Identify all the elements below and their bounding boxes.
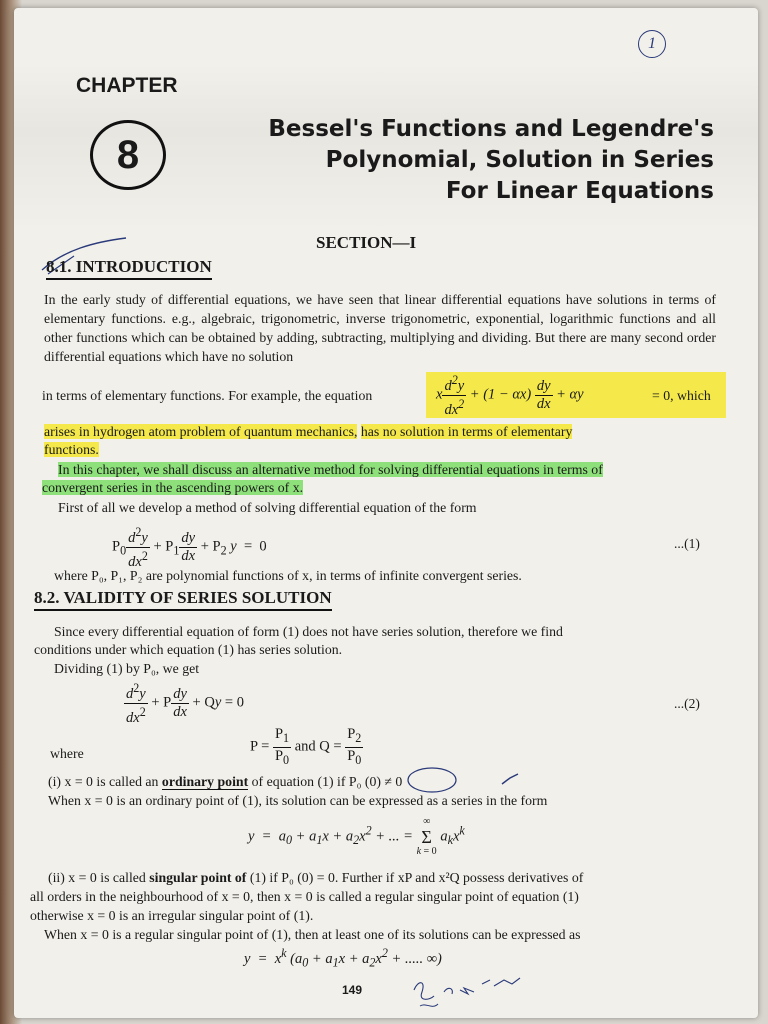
intro-equation-tail: = 0, which	[652, 388, 711, 403]
ordinary-point-series-intro: When x = 0 is an ordinary point of (1), its solution can be expressed as a series in the form	[48, 793, 548, 808]
p-and-q-definition: P = $\frac{P_1}{P_0}$ and Q = $\frac{P_2}{P_0}$	[250, 726, 362, 767]
intro-paragraph-3: First of all we develop a method of solving differential equation of the form	[58, 500, 477, 515]
intro-paragraph-1-end	[44, 440, 716, 459]
chapter-title-line-2: Polynomial, Solution in Series	[325, 147, 714, 173]
highlight-functions: functions.	[44, 442, 99, 457]
where-label: where	[50, 746, 84, 761]
bessel-like-equation: x $\frac{d^2y}{dx^2}$ + (1 − αx) $\frac{dy}{dx}$ + αy	[436, 373, 584, 418]
chapter-title	[174, 114, 714, 207]
chapter-label: CHAPTER	[76, 74, 178, 97]
highlight-hydrogen-atom: arises in hydrogen atom problem of quantum mechanics,	[44, 424, 358, 439]
green-highlight-line-2: convergent series in the ascending powers of x.	[42, 480, 304, 495]
handwritten-page-marker: 1	[638, 30, 666, 58]
equation-1-number: ...(1)	[674, 536, 700, 551]
singular-point-line-3: otherwise x = 0 is an irregular singular point of (1).	[30, 908, 314, 923]
singular-point-term: singular point of	[149, 870, 247, 885]
validity-paragraph-2: Dividing (1) by P₀, we get	[54, 661, 200, 676]
intro-paragraph-2-line-2	[42, 478, 714, 497]
singular-point-line-1: (ii) x = 0 is called singular point of (1) if P₀ (0) = 0. Further if xP and x²Q possess derivatives of	[48, 870, 584, 885]
green-highlight-line-1: In this chapter, we shall discuss an alternative method for solving differential equations in terms of	[58, 462, 603, 477]
equation-2-number: ...(2)	[674, 696, 700, 711]
section-heading: SECTION—I	[316, 233, 417, 252]
pen-margin-notes-icon	[404, 970, 544, 1014]
intro-paragraph-2-line-1	[58, 460, 716, 479]
validity-paragraph-1-line-2: conditions under which equation (1) has series solution.	[34, 642, 343, 657]
document-page	[14, 8, 758, 1018]
page-number: 149	[342, 983, 363, 997]
pen-circle-annotation-icon	[406, 766, 526, 794]
validity-heading: 8.2. VALIDITY OF SERIES SOLUTION	[34, 588, 332, 611]
chapter-number-badge: 8	[90, 120, 166, 190]
power-series-equation: $y = a_0 + a_1x + a_2x^2$ + ... = ∞ Σ k = 0 $a_kx^k$	[248, 816, 465, 857]
intro-paragraph-1: In the early study of differential equations, we have seen that linear differential equations have solutions in terms of elementary functions. e.g., algebraic, trigonometric, inverse trigonometric, exponential, logarithmic functions and all other functions which can be obtained by adding, subtracting, multiplying and dividing. But there are many second order differential equations which have no solution	[44, 292, 716, 364]
and-word: and	[294, 738, 316, 755]
equation-2: $\frac{d^2y}{dx^2}$ + P $\frac{dy}{dx}$ + Qy = 0	[126, 681, 244, 726]
validity-paragraph-1-line-1: Since every differential equation of form (1) does not have series solution, therefore we find	[54, 624, 563, 639]
ordinary-point-definition: (i) x = 0 is called an ordinary point of equation (1) if P₀ (0) ≠ 0	[48, 774, 403, 789]
chapter-title-line-1: Bessel's Functions and Legendre's	[268, 116, 714, 142]
intro-paragraph-4: where P₀, P₁, P₂ are polynomial functions of x, in terms of infinite convergent series.	[54, 568, 522, 583]
frobenius-series-equation: $y = x^k$ ($a_0 + a_1x + a_2x^2$ + ..... ∞)	[244, 946, 442, 970]
intro-paragraph-1-cont	[44, 422, 716, 441]
intro-equation-lead: in terms of elementary functions. For example, the equation	[42, 388, 373, 403]
ordinary-point-term: ordinary point	[161, 774, 249, 789]
chapter-title-line-3: For Linear Equations	[445, 178, 714, 204]
equation-1: $P_0$ $\frac{d^2y}{dx^2}$ + $P_1$ $\frac{dy}{dx}$ + $P_2$ y = 0	[112, 525, 267, 570]
singular-point-line-2: all orders in the neighbourhood of x = 0, then x = 0 is called a regular singular point of equation (1)	[30, 889, 579, 904]
regular-singular-line: When x = 0 is a regular singular point of (1), then at least one of its solutions can be expressed as	[44, 927, 581, 942]
intro-heading: 8.1. INTRODUCTION	[46, 257, 212, 280]
highlight-no-solution: has no solution in terms of elementary	[360, 424, 573, 439]
